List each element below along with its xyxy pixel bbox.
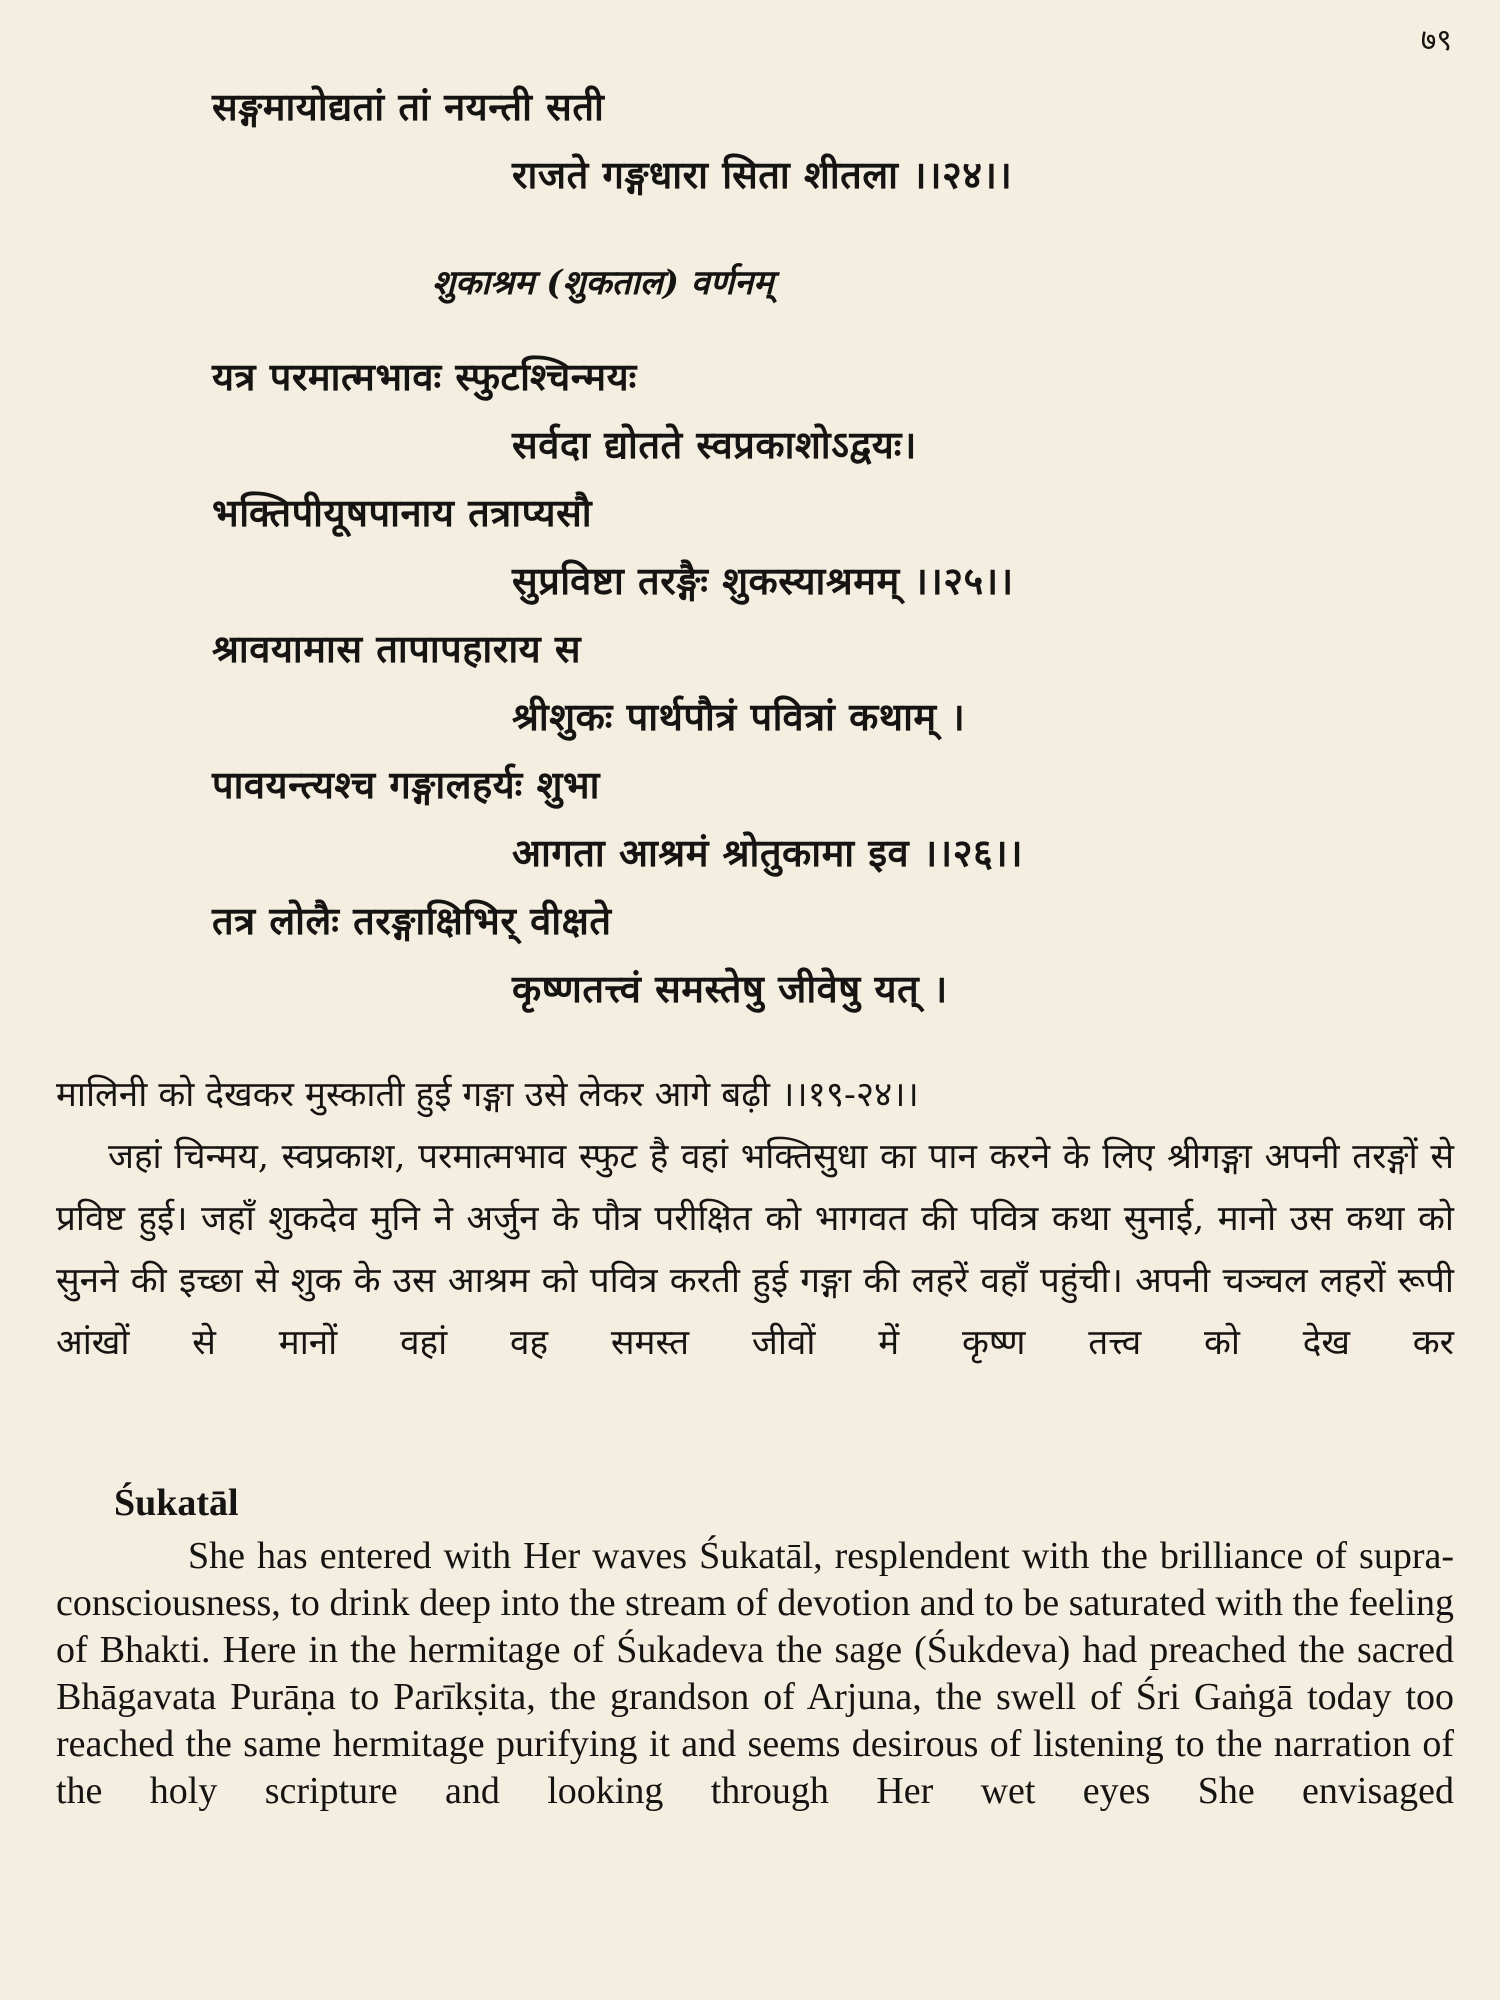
verse-line: आगता आश्रमं श्रोतुकामा इव ।।२६।। — [512, 830, 1024, 875]
hindi-paragraph: जहां चिन्मय, स्वप्रकाश, परमात्मभाव स्फुट है वहां भक्तिसुधा का पान करने के लिए श्रीगङ्गा अपनी तरङ्गों से प्रविष्ट हुई। जहाँ शुकदेव मुनि ने अर्जुन के पौत्र परीक्षित को भागवत की पवित्र कथा सुनाई, मानो उस कथा को सुनने की इच्छा से शुक के उस आश्रम को पवित्र करती हुई गङ्गा की लहरें वहाँ पहुंची। अपनी चञ्चल लहरों रूपी आंखों से मानों वहां वह समस्त जीवों में कृष्ण तत्त्व को देख कर — [56, 1137, 1454, 1363]
verse-line: यत्र परमात्मभावः स्फुटश्चिन्मयः — [212, 354, 637, 399]
hindi-translation — [56, 1064, 1454, 1374]
verse-line: भक्तिपीयूषपानाय तत्राप्यसौ — [212, 490, 593, 535]
verse-line: राजते गङ्गधारा सिता शीतला ।।२४।। — [512, 152, 1013, 197]
verse-line: श्रीशुकः पार्थपौत्रं पवित्रां कथाम् । — [512, 694, 966, 739]
verse-line: सुप्रविष्टा तरङ्गैः शुकस्याश्रमम् ।।२५।। — [512, 558, 1014, 603]
verse-line: सङ्गमायोद्यतां तां नयन्ती सती — [212, 84, 605, 129]
english-paragraph: She has entered with Her waves Śukatāl, resplendent with the brilliance of supra-consciousness, to drink deep into the stream of devotion and to be saturated with the feeling of Bhakti. Here in the hermitage of Śukadeva the sage (Śukdeva) had preached the sacred Bhāgavata Purāṇa to Parīkṣita, the grandson of Arjuna, the swell of Śri Gaṅgā today too reached the same hermitage purifying it and seems desirous of listening to the narration of the holy scripture and looking through Her wet eyes She envisaged — [56, 1535, 1454, 1812]
page-number: ७९ — [1420, 23, 1452, 58]
verse-heading: शुकाश्रम (शुकताल) वर्णनम् — [432, 263, 774, 303]
verse-line: सर्वदा द्योतते स्वप्रकाशोऽद्वयः। — [512, 422, 917, 467]
verse-line: पावयन्त्यश्च गङ्गालहर्यः शुभा — [212, 762, 600, 807]
verse-line: तत्र लोलैः तरङ्गाक्षिभिर् वीक्षते — [212, 898, 612, 943]
hindi-first-line: मालिनी को देखकर मुस्काती हुई गङ्गा उसे लेकर आगे बढ़ी ।।१९-२४।। — [56, 1075, 919, 1115]
verse-line: कृष्णतत्त्वं समस्तेषु जीवेषु यत् । — [512, 966, 948, 1011]
english-translation — [56, 1480, 1454, 1815]
english-heading: Śukatāl — [114, 1482, 239, 1524]
verse-line: श्रावयामास तापापहाराय स — [212, 626, 582, 671]
